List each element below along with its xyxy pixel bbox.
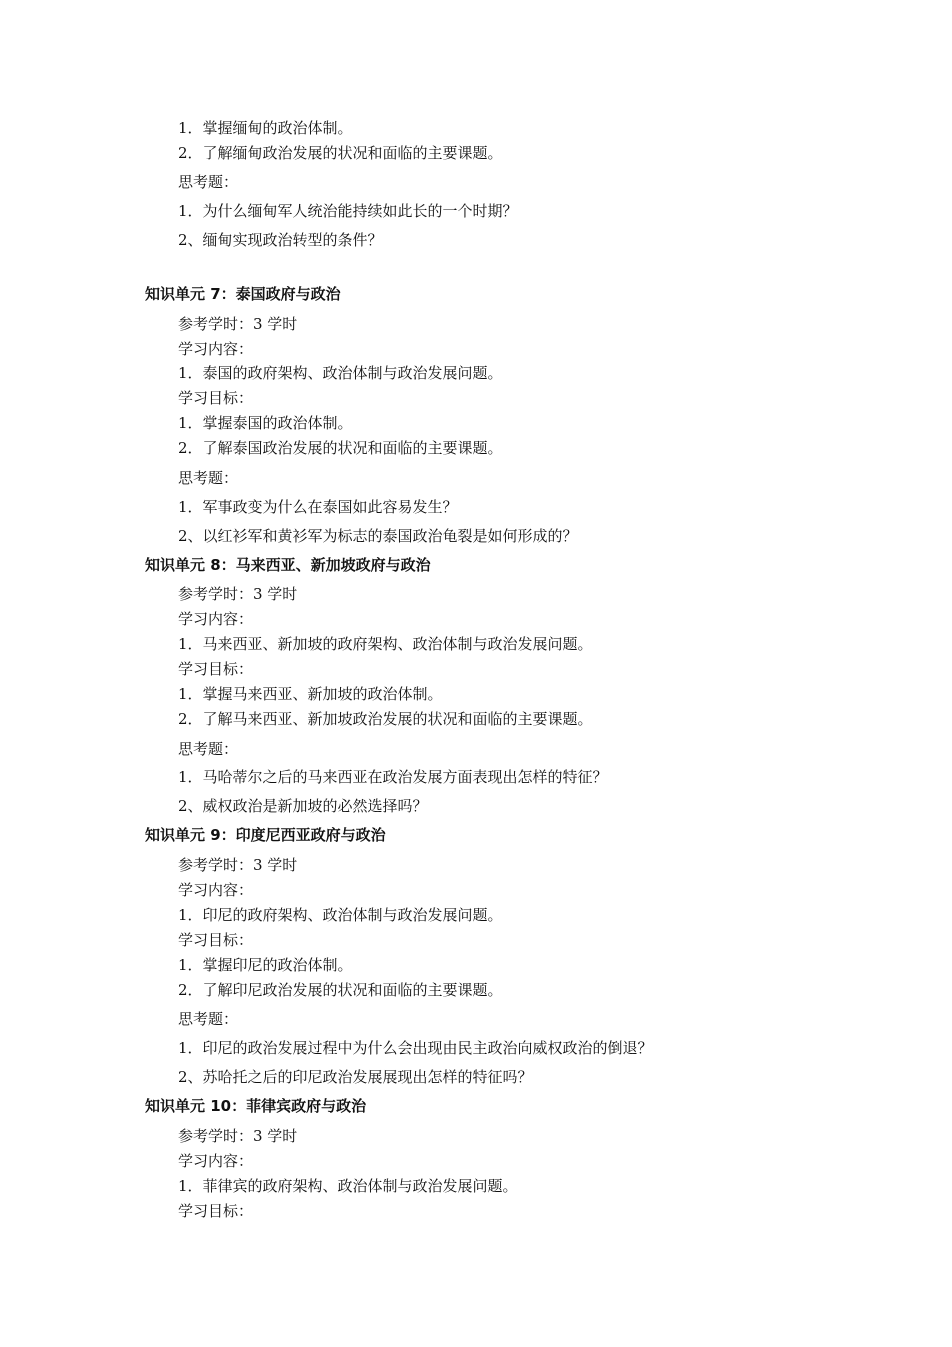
unit-7-question-1: 1．军事政变为什么在泰国如此容易发生？: [178, 498, 458, 516]
unit-8-content-label: 学习内容：: [178, 610, 254, 628]
unit-8-questions-label: 思考题：: [178, 740, 239, 758]
unit-8-question-2: 2、威权政治是新加坡的必然选择吗？: [178, 797, 428, 815]
unit-7-goal-1: 1．掌握泰国的政治体制。: [178, 414, 353, 432]
unit-7-question-2: 2、以红衫军和黄衫军为标志的泰国政治龟裂是如何形成的？: [178, 527, 578, 545]
unit-9-question-2: 2、苏哈托之后的印尼政治发展展现出怎样的特征吗？: [178, 1068, 533, 1086]
questions-label: 思考题：: [178, 173, 239, 191]
unit-7-goal-2: 2．了解泰国政治发展的状况和面临的主要课题。: [178, 439, 503, 457]
unit-9-goal-label: 学习目标：: [178, 931, 254, 949]
question-1: 1．为什么缅甸军人统治能持续如此长的一个时期？: [178, 202, 518, 220]
question-2: 2、缅甸实现政治转型的条件？: [178, 231, 383, 249]
unit-9-content-1: 1．印尼的政府架构、政治体制与政治发展问题。: [178, 906, 503, 924]
unit-8-goal-label: 学习目标：: [178, 660, 254, 678]
unit-9-content-label: 学习内容：: [178, 881, 254, 899]
unit-7-questions-label: 思考题：: [178, 469, 239, 487]
unit-10-heading: 知识单元 10：菲律宾政府与政治: [145, 1097, 367, 1115]
unit-10-content-1: 1．菲律宾的政府架构、政治体制与政治发展问题。: [178, 1177, 518, 1195]
unit-8-heading: 知识单元 8：马来西亚、新加坡政府与政治: [145, 556, 431, 574]
unit-9-heading: 知识单元 9：印度尼西亚政府与政治: [145, 826, 386, 844]
unit-7-heading: 知识单元 7：泰国政府与政治: [145, 285, 341, 303]
unit-7-content-1: 1．泰国的政府架构、政治体制与政治发展问题。: [178, 364, 503, 382]
unit-9-goal-2: 2．了解印尼政治发展的状况和面临的主要课题。: [178, 981, 503, 999]
unit-7-goal-label: 学习目标：: [178, 389, 254, 407]
unit-8-hours: 参考学时：3 学时: [178, 585, 298, 603]
unit-9-hours: 参考学时：3 学时: [178, 856, 298, 874]
unit-10-hours: 参考学时：3 学时: [178, 1127, 298, 1145]
unit-9-goal-1: 1．掌握印尼的政治体制。: [178, 956, 353, 974]
unit-8-goal-1: 1．掌握马来西亚、新加坡的政治体制。: [178, 685, 443, 703]
unit-9-questions-label: 思考题：: [178, 1010, 239, 1028]
unit-8-goal-2: 2．了解马来西亚、新加坡政治发展的状况和面临的主要课题。: [178, 710, 593, 728]
unit-9-question-1: 1．印尼的政治发展过程中为什么会出现由民主政治向威权政治的倒退？: [178, 1039, 653, 1057]
unit-10-content-label: 学习内容：: [178, 1152, 254, 1170]
unit-8-question-1: 1．马哈蒂尔之后的马来西亚在政治发展方面表现出怎样的特征？: [178, 768, 608, 786]
unit-10-goal-label: 学习目标：: [178, 1202, 254, 1220]
objective-2: 2．了解缅甸政治发展的状况和面临的主要课题。: [178, 144, 503, 162]
unit-7-hours: 参考学时：3 学时: [178, 315, 298, 333]
unit-8-content-1: 1．马来西亚、新加坡的政府架构、政治体制与政治发展问题。: [178, 635, 593, 653]
unit-7-content-label: 学习内容：: [178, 340, 254, 358]
objective-1: 1．掌握缅甸的政治体制。: [178, 119, 353, 137]
